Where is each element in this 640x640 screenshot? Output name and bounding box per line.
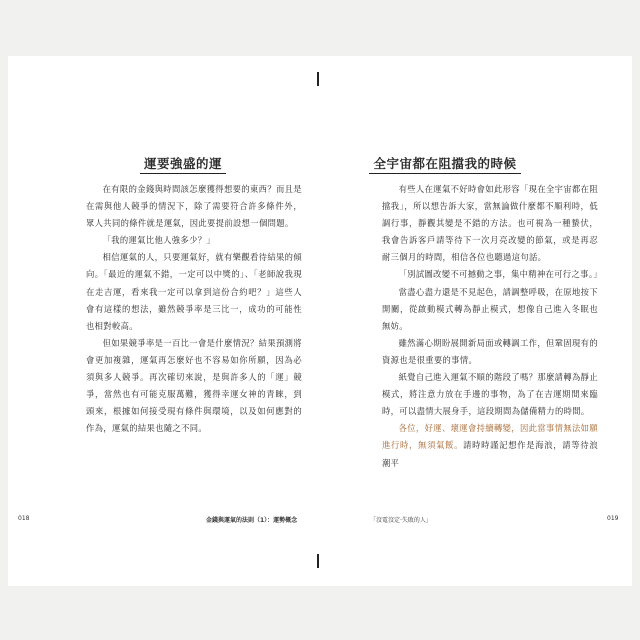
book-spread — [8, 56, 632, 586]
right-page — [320, 56, 620, 586]
gutter-mark-bottom — [317, 554, 319, 568]
running-head: 「沒電沒定·失敗的人」 — [370, 517, 432, 524]
paragraph-text: 請時時謹記想作是海浪，請等待浪潮平 — [382, 440, 598, 468]
highlighted-text: 各位，好運、壞運會持續轉變，因此當事情無法如願進行時，無須氣餒。 — [382, 423, 598, 451]
page-number: 019 — [607, 515, 619, 522]
paragraph: 有些人在運氣不好時會如此形容「現在全宇宙都在阻擋我」，所以想告訴大家，當無論做什麼都不順利時，低調行事，靜觀其變是不錯的方法。也可視為一種蟄伏，我會告訴客戶請等待下一次月亮改變的節氣，或是再忍耐三個月的時間，相信各位也聽過這句話。 — [382, 184, 598, 263]
paragraph: 在有限的金錢與時間該怎麼獲得想要的東西？而且是在需與他人競爭的情況下，除了需要符合許多條件外，眾人共同的條件就是運氣，因此要提前設想一個問題。 — [86, 184, 302, 229]
page-number: 018 — [18, 515, 30, 522]
paragraph: 雖然滿心期盼展開新局面或轉調工作，但鞏固現有的資源也是很重要的事情。 — [382, 337, 598, 365]
paragraph: 但如果競爭率是一百比一會是什麼情況？結果預測將會更加複雜，運氣再怎麼好也不容易如你所願，因為必須與多人競爭。再次確切來說，是與許多人的「運」競爭，當然也有可能克服萬難，獲得幸運女神的青睞，到頭來，根據如何接受現有條件與環境，以及如何應對的作為，運氣的結果也隨之不同。 — [86, 337, 302, 434]
left-page-title: 運要強盛的運 — [68, 154, 298, 172]
right-page-body — [382, 181, 602, 472]
paragraph: 相信運氣的人，只要運氣好，就有樂觀看待結果的傾向。「最近的運氣不錯，一定可以中獎的」、「老師說我現在走吉運，看來我一定可以拿到這份合約吧？」這些人會有這樣的想法，雖然競爭率是三比一，成功的可能性也相對較高。 — [86, 252, 302, 331]
running-head: 金錢與運氣的法則（1）：運勢概念 — [206, 517, 298, 524]
left-page-body — [86, 181, 302, 437]
gutter-mark-top — [317, 72, 319, 86]
paragraph: 紙覺自己進入運氣不順的階段了嗎？那麼請轉為靜止模式，將注意力放在手邊的事物，為了在吉運期間來臨時，可以盡情大展身手，這段期間為儲備精力的時間。 — [382, 372, 598, 417]
paragraph: 當盡心盡力還是不見起色，請調整呼吸，在原地按下開關，從啟動模式轉為靜止模式，想像自己進入冬眠也無妨。 — [382, 286, 598, 331]
paragraph: 「別試圖改變不可撼動之事，集中精神在可行之事。」 — [398, 269, 602, 280]
right-page-title: 全宇宙都在阻擋我的時候 — [330, 154, 560, 172]
paragraph: 「我的運氣比他人強多少？」 — [102, 235, 216, 246]
paragraph — [382, 420, 598, 471]
left-page — [8, 56, 308, 586]
